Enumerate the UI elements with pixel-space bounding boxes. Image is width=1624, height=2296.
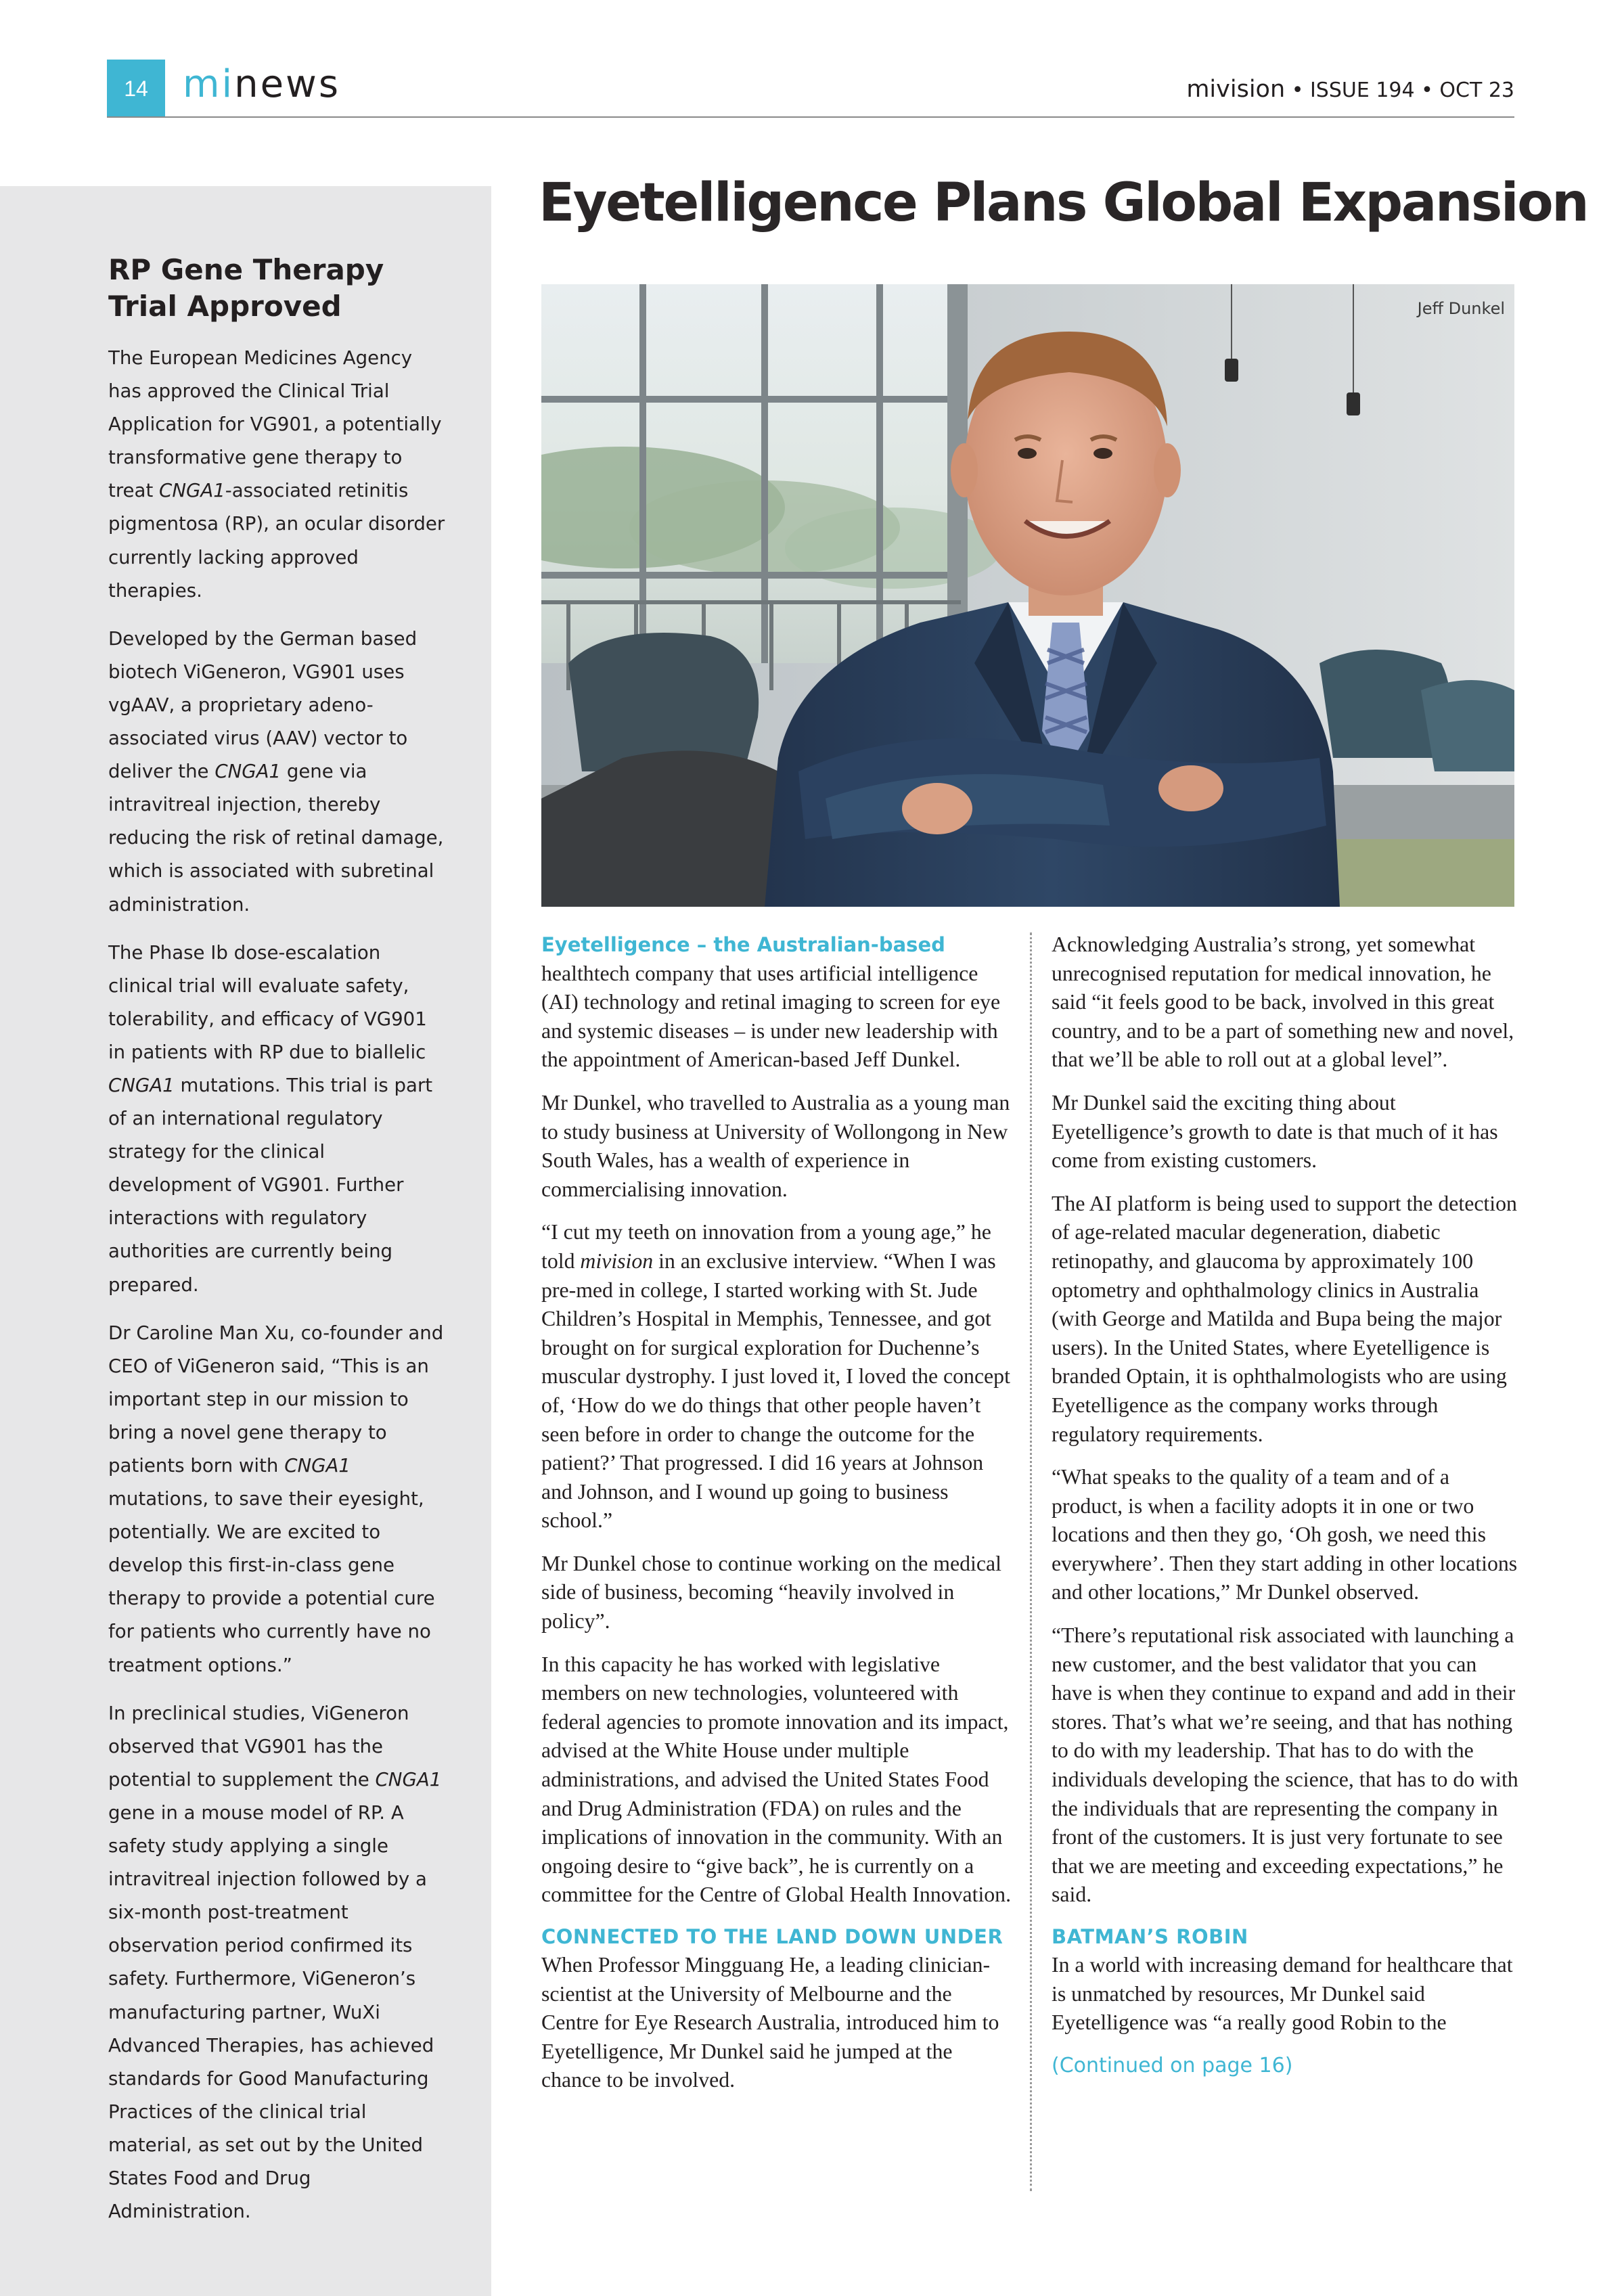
column-divider bbox=[1030, 932, 1032, 2191]
article-paragraph: Mr Dunkel chose to continue working on the medical side of business, becoming “heavily involved in policy”. bbox=[541, 1551, 1001, 1634]
sidebar-paragraph: Dr Caroline Man Xu, co-founder and CEO of ViGeneron said, “This is an important step in our mission to bring a novel gene therapy to patients born with CNGA1 mutations, to save their eyesight, potentially. We are excited to develop this first-in-class gene therapy to provide a potential cure for patients who currently have no treatment options.” bbox=[108, 1321, 444, 1676]
article-paragraph: In a world with increasing demand for healthcare that is unmatched by resources, Mr Dunkel said Eyetelligence was “a really good Robin to the bbox=[1052, 1953, 1513, 2035]
logo-news: news bbox=[234, 62, 341, 106]
section-subhead: CONNECTED TO THE LAND DOWN UNDER bbox=[541, 1925, 1003, 1948]
sidebar-paragraph: The European Medicines Agency has approved the Clinical Trial Application for VG901, a potentially transformative gene therapy to treat CNGA1-associated retinitis pigmentosa (RP), an ocular disorder currently lacking approved therapies. bbox=[108, 346, 445, 602]
article-paragraph: Mr Dunkel said the exciting thing about Eyetelligence’s growth to date is that much of it has come from existing customers. bbox=[1052, 1090, 1498, 1173]
issue-number: ISSUE 194 bbox=[1309, 78, 1415, 102]
minews-logo bbox=[183, 62, 340, 106]
header-rule bbox=[107, 116, 1514, 118]
article-paragraph: Mr Dunkel, who travelled to Australia as a young man to study business at University of Wollongong in New South Wales, has a wealth of experience in commercialising innovation. bbox=[541, 1090, 1010, 1201]
lead-in: Eyetelligence – the Australian-based bbox=[541, 933, 945, 956]
sidebar-title: RP Gene Therapy Trial Approved bbox=[108, 253, 384, 323]
separator-dot: • bbox=[1421, 78, 1433, 102]
article-column-1 bbox=[541, 930, 1012, 2109]
article-headline: Eyetelligence Plans Global Expansion bbox=[539, 173, 1588, 233]
page-number: 14 bbox=[107, 60, 165, 118]
article-paragraph: “I cut my teeth on innovation from a young age,” he told mivision in an exclusive interview. “When I was pre-med in college, I started working with St. Jude Children’s Hospital in Memphis, Tennessee, and got brought on for surgical exploration for Duchenne’s muscular dystrophy. I just loved it, I loved the concept of, ‘How do we do things that other people haven’t seen before in order to change the outcome for the patient?’ That progressed. I did 16 years at Johnson and Johnson, and I wound up going to business school.” bbox=[541, 1220, 1010, 1533]
sidebar-paragraph: In preclinical studies, ViGeneron observed that VG901 has the potential to supplement the CNGA1 gene in a mouse model of RP. A safety study applying a single intravitreal injection followed by a six-month post-treatment observation period confirmed its safety. Furthermore, ViGeneron’s manufacturing partner, WuXi Advanced Therapies, has achieved standards for Good Manufacturing Practices of the clinical trial material, as set out by the United States Food and Drug Administration. bbox=[108, 1701, 442, 2223]
continued-link[interactable]: (Continued on page 16) bbox=[1052, 2053, 1293, 2077]
photo-caption: Jeff Dunkel bbox=[1417, 299, 1505, 318]
separator-dot: • bbox=[1291, 78, 1304, 102]
portrait-illustration bbox=[541, 284, 1514, 907]
article-paragraph: “There’s reputational risk associated with launching a new customer, and the best validator that you can have is when they continue to expand and add in their stores. That’s what we’re seeing, and that has nothing to do with my leadership. That has to do with the individuals developing the science, that has to do with the individuals that are representing the company in front of the customers. It is just very fortunate to see that we are meeting and exceeding expectations,” he said. bbox=[1052, 1623, 1518, 1907]
issue-date: OCT 23 bbox=[1439, 78, 1514, 102]
article-column-2 bbox=[1052, 930, 1518, 2080]
article-paragraph: Eyetelligence – the Australian-based healthtech company that uses artificial intelligence (AI) technology and retinal imaging to screen for eye and systemic diseases – is under new leadership with the appointment of American-based Jeff Dunkel. bbox=[541, 933, 1001, 1072]
article-paragraph: When Professor Mingguang He, a leading clinician-scientist at the University of Melbourne and the Centre for Eye Research Australia, introduced him to Eyetelligence, Mr Dunkel said he jumped at the chance to be involved. bbox=[541, 1953, 999, 2092]
issue-info bbox=[1186, 76, 1514, 103]
article-paragraph: “What speaks to the quality of a team and of a product, is when a facility adopts it in one or two locations and then they go, ‘Oh gosh, we need this everywhere’. Then they start adding in other locations and other locations,” Mr Dunkel observed. bbox=[1052, 1465, 1518, 1604]
portrait-photo bbox=[541, 284, 1514, 907]
sidebar-paragraph: The Phase Ib dose-escalation clinical trial will evaluate safety, tolerability, and efficacy of VG901 in patients with RP due to biallelic CNGA1 mutations. This trial is part of an international regulatory strategy for the clinical development of VG901. Further interactions with regulatory authorities are currently being prepared. bbox=[108, 941, 433, 1296]
sidebar-paragraph: Developed by the German based biotech ViGeneron, VG901 uses vgAAV, a proprietary adeno-associated virus (AAV) vector to deliver the CNGA1 gene via intravitreal injection, thereby reducing the risk of retinal damage, which is associated with subretinal administration. bbox=[108, 627, 444, 916]
article-paragraph: Acknowledging Australia’s strong, yet somewhat unrecognised reputation for medical innovation, he said “it feels good to be back, involved in this great country, and to be a part of something new and novel, that we’ll be able to roll out at a global level”. bbox=[1052, 932, 1514, 1072]
magazine-name: mivision bbox=[1186, 76, 1286, 103]
sidebar-body bbox=[108, 341, 447, 2243]
logo-mi: mi bbox=[183, 62, 235, 106]
section-subhead: BATMAN’S ROBIN bbox=[1052, 1925, 1248, 1948]
article-paragraph: The AI platform is being used to support the detection of age-related macular degeneration, diabetic retinopathy, and glaucoma by approximately 100 optometry and ophthalmology clinics in Australia (with George and Matilda and Bupa being the major users). In the United States, where Eyetelligence is branded Optain, it is ophthalmologists who are using Eyetelligence as the company works through regulatory requirements. bbox=[1052, 1191, 1517, 1446]
article-paragraph: In this capacity he has worked with legislative members on new technologies, volunteered with federal agencies to promote innovation and its impact, advised at the White House under multiple administrations, and advised the United States Food and Drug Administration (FDA) on rules and the implications of innovation in the community. With an ongoing desire to “give back”, he is currently on a committee for the Centre of Global Health Innovation. bbox=[541, 1652, 1012, 1907]
